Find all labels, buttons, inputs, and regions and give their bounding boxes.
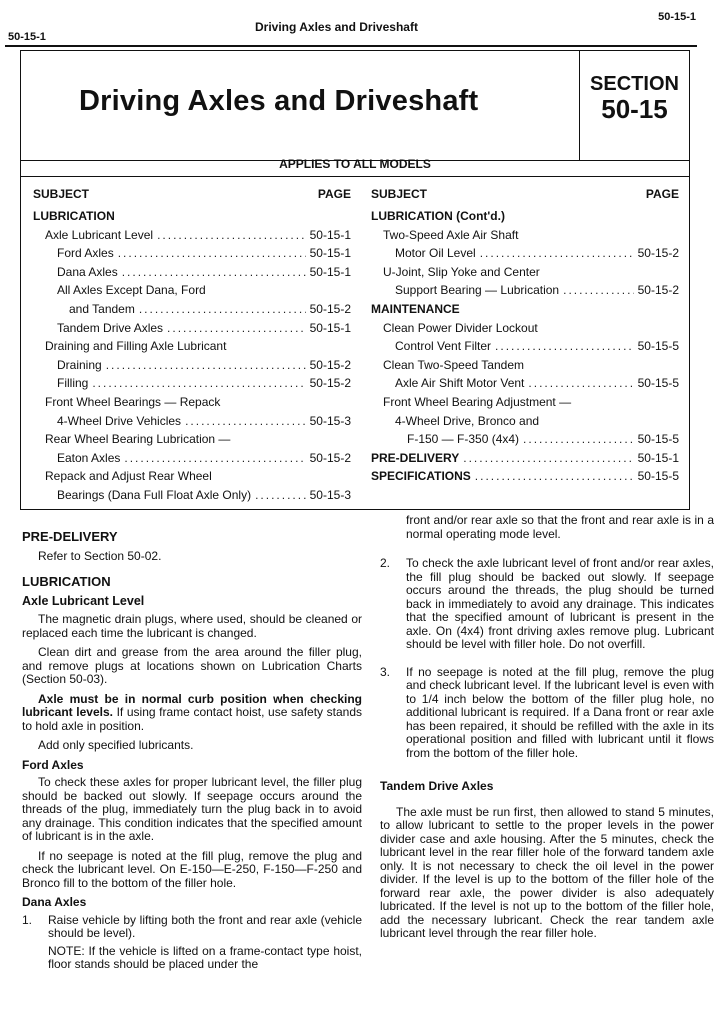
- toc-entry-subject: Tandem Drive Axles: [57, 320, 164, 335]
- ford-axles-heading: Ford Axles: [22, 757, 84, 772]
- dana-note-continued: front and/or rear axle so that the front and rear axle is in a normal operating mode level.: [406, 513, 714, 541]
- toc-entry: [371, 414, 679, 433]
- toc-entry: [33, 246, 351, 265]
- section-label: SECTION: [590, 73, 679, 95]
- toc-entry-page: 50-15-2: [309, 301, 351, 316]
- toc-entry-subject: U-Joint, Slip Yoke and Center: [383, 264, 540, 279]
- axle-level-p4: Add only specified lubricants.: [38, 738, 194, 752]
- toc-entry: [33, 469, 351, 488]
- dot-leader: [185, 414, 306, 428]
- toc-entry: [371, 395, 679, 414]
- subject-label: SUBJECT: [371, 187, 428, 201]
- toc-entry-subject: Eaton Axles: [57, 450, 121, 465]
- axle-level-heading: Axle Lubricant Level: [22, 593, 145, 608]
- axle-level-p3-rest: If using frame contact hoist, use safety stands to hold axle in position.: [22, 705, 362, 733]
- toc-entry-page: 50-15-5: [637, 432, 679, 447]
- toc-entry: [371, 228, 679, 247]
- toc-entry: [371, 283, 679, 302]
- toc-entry-subject: Axle Air Shift Motor Vent: [395, 376, 525, 391]
- toc-entry-subject: Clean Power Divider Lockout: [383, 320, 538, 335]
- toc-entry: [371, 358, 679, 377]
- toc-entry: [33, 283, 351, 302]
- tandem-axles-text: The axle must be run first, then allowed to stand 5 minutes, to allow lubricant to settle to the proper levels in the power divider case and axle housing. After the 5 minutes, check the lubricant level in the rear filler hole of the forward tandem axle only. It is not necessary to check the oil level in the power divider. If the level is up to the bottom of the filler hole of the forward rear axle, the power divider is also adequately lubricated. If the level is not up to the bottom of the filler hole, add the necessary lubricant. Check the rear tandem axle lubricant level through the rear filler hole.: [380, 804, 714, 940]
- dana-step-1: [22, 914, 362, 941]
- body-left-column: [22, 530, 362, 978]
- dot-leader: [118, 246, 306, 260]
- toc-entry-page: 50-15-1: [309, 227, 351, 242]
- toc-entry-subject: Ford Axles: [57, 246, 114, 261]
- toc-entry: [371, 321, 679, 340]
- toc-entry-subject: F-150 — F-350 (4x4): [407, 432, 520, 447]
- dot-leader: [563, 283, 634, 297]
- toc-entry: [371, 451, 679, 470]
- toc-entry: [33, 339, 351, 358]
- dot-leader: [495, 339, 634, 353]
- running-header-title: Driving Axles and Driveshaft: [255, 20, 418, 34]
- toc-entry: [33, 321, 351, 340]
- toc-entry: [33, 302, 351, 321]
- dot-leader: [463, 451, 633, 465]
- toc-entry-subject: and Tandem: [69, 301, 135, 316]
- toc-entry-page: 50-15-1: [309, 246, 351, 261]
- toc-entry-page: 50-15-2: [637, 283, 679, 298]
- toc-entry: [33, 488, 351, 507]
- dana-step-3: [380, 666, 714, 761]
- page-number-right: 50-15-1: [658, 11, 696, 23]
- lubrication-heading: LUBRICATION: [22, 574, 111, 589]
- toc-entry-subject: Bearings (Dana Full Float Axle Only): [57, 487, 252, 502]
- dana-step-2: [380, 557, 714, 652]
- toc-entry-subject: LUBRICATION: [33, 209, 115, 223]
- predelivery-heading: PRE-DELIVERY: [22, 529, 118, 544]
- dot-leader: [167, 321, 306, 335]
- toc-entry-subject: Filling: [57, 376, 89, 391]
- toc-entry-page: 50-15-1: [309, 320, 351, 335]
- toc-entry-subject: Front Wheel Bearings — Repack: [45, 394, 221, 409]
- step-number: 2.: [380, 556, 391, 570]
- toc-entry-subject: Front Wheel Bearing Adjustment —: [383, 394, 572, 409]
- toc-entry-page: 50-15-2: [309, 376, 351, 391]
- dot-leader: [139, 302, 306, 316]
- dot-leader: [92, 376, 305, 390]
- toc-entry-subject: LUBRICATION (Cont'd.): [371, 209, 505, 223]
- toc-entry: [33, 376, 351, 395]
- dot-leader: [124, 451, 305, 465]
- toc-entry-page: 50-15-2: [637, 246, 679, 261]
- toc-entry-page: 50-15-2: [309, 450, 351, 465]
- toc-entry: [371, 302, 679, 321]
- section-number-cell: [579, 51, 689, 161]
- toc-entry-subject: Rear Wheel Bearing Lubrication —: [45, 432, 231, 447]
- toc-entry: [371, 265, 679, 284]
- toc-entry-subject: MAINTENANCE: [371, 301, 460, 316]
- toc-entry: [33, 358, 351, 377]
- toc-entry: [33, 395, 351, 414]
- toc-right-header: [371, 187, 679, 201]
- toc-left-column: [33, 179, 351, 507]
- toc-entry: [371, 339, 679, 358]
- toc-entry: [371, 432, 679, 451]
- predelivery-text: Refer to Section 50-02.: [38, 548, 162, 563]
- toc-entry-subject: SPECIFICATIONS: [371, 469, 471, 484]
- dot-leader: [106, 358, 306, 372]
- toc-entry-subject: PRE-DELIVERY: [371, 450, 460, 465]
- toc-entry: [371, 376, 679, 395]
- toc-entry-subject: Repack and Adjust Rear Wheel: [45, 469, 212, 484]
- toc-entry-page: 50-15-2: [309, 357, 351, 372]
- toc-entry: [33, 451, 351, 470]
- toc-entry-page: 50-15-3: [309, 487, 351, 502]
- toc-entry-subject: Support Bearing — Lubrication: [395, 283, 560, 298]
- page-label: PAGE: [317, 187, 351, 201]
- dana-axles-heading: Dana Axles: [22, 895, 87, 909]
- toc-entry: [33, 414, 351, 433]
- tandem-axles-heading: Tandem Drive Axles: [380, 779, 494, 793]
- toc-entry-subject: 4-Wheel Drive, Bronco and: [395, 413, 540, 428]
- toc-entry-page: 50-15-5: [637, 469, 679, 484]
- toc-entry-subject: Draining and Filling Axle Lubricant: [45, 339, 227, 354]
- dana-note: NOTE: If the vehicle is lifted on a frame-contact type hoist, floor stands should be placed under the: [48, 943, 362, 971]
- toc-entry-subject: All Axles Except Dana, Ford: [57, 283, 206, 298]
- toc-divider: [21, 176, 689, 177]
- toc-entry-page: 50-15-5: [637, 376, 679, 391]
- toc-entry-subject: Motor Oil Level: [395, 246, 476, 261]
- toc-entry: [33, 265, 351, 284]
- toc-entry: [33, 209, 351, 228]
- dot-leader: [480, 246, 634, 260]
- dot-leader: [255, 488, 306, 502]
- axle-level-p3-bold: Axle must be in normal curb position when checking lubricant levels.: [22, 691, 362, 719]
- ford-axles-p2: If no seepage is noted at the fill plug, remove the plug and check the lubricant level. On E-150—E-250, F-150—F-250 and Bronco fill to the bottom of the filler hole.: [22, 848, 362, 890]
- toc-entry-page: 50-15-3: [309, 413, 351, 428]
- toc-entry-subject: Dana Axles: [57, 264, 118, 279]
- toc-entry-subject: Draining: [57, 357, 102, 372]
- toc-entry: [33, 432, 351, 451]
- ford-axles-p1: To check these axles for proper lubricant level, the filler plug should be backed out slowly. If seepage occurs around the threads of the plug, immediately turn the plug back in to avoid any drainage. This condition indicates that the specified amount of lubricant is in the axle.: [22, 775, 362, 843]
- toc-entry-page: 50-15-5: [637, 339, 679, 354]
- section-title: Driving Axles and Driveshaft: [79, 85, 479, 117]
- page-number-left: 50-15-1: [8, 31, 46, 43]
- toc-right-entries: [371, 209, 679, 488]
- toc-entry-page: 50-15-1: [637, 450, 679, 465]
- dot-leader: [122, 265, 306, 279]
- axle-level-p2: Clean dirt and grease from the area around the filler plug, and remove plugs at locations shown on Lubrication Charts (Section 50-03).: [22, 645, 362, 686]
- axle-level-p1: The magnetic drain plugs, where used, should be cleaned or replaced each time the lubricant is changed.: [22, 612, 362, 640]
- toc-entry-subject: Axle Lubricant Level: [45, 227, 154, 242]
- applies-to-models: APPLIES TO ALL MODELS: [279, 157, 431, 171]
- toc-entry: [371, 246, 679, 265]
- toc-entry-subject: 4-Wheel Drive Vehicles: [57, 413, 182, 428]
- dot-leader: [528, 376, 633, 390]
- step-text: Raise vehicle by lifting both the front and rear axle (vehicle should be level).: [48, 912, 362, 940]
- toc-left-header: [33, 187, 351, 201]
- subject-label: SUBJECT: [33, 187, 90, 201]
- step-text: If no seepage is noted at the fill plug, remove the plug and check lubricant level. If the lubricant level is even with to 1/4 inch below the bottom of the filler plug hole, no additional lubricant is required. If a Dana front or rear axle has been repaired, it should be refilled with the axle in its operational position and filled with lubricant until it flows from the bottom of the filler hole.: [406, 664, 714, 760]
- toc-left-entries: [33, 209, 351, 507]
- toc-entry-subject: Two-Speed Axle Air Shaft: [383, 227, 519, 242]
- toc-entry-subject: Clean Two-Speed Tandem: [383, 357, 524, 372]
- toc-entry: [371, 209, 679, 228]
- dot-leader: [475, 469, 634, 483]
- dot-leader: [523, 432, 634, 446]
- toc-entry-page: 50-15-1: [309, 264, 351, 279]
- axle-level-p3: [22, 693, 362, 734]
- section-contents-box: [20, 50, 690, 510]
- toc-entry-subject: Control Vent Filter: [395, 339, 492, 354]
- header-rule: [5, 45, 697, 47]
- page-label: PAGE: [645, 187, 679, 201]
- step-number: 3.: [380, 664, 391, 679]
- step-text: To check the axle lubricant level of front and/or rear axles, the fill plug should be backed out slowly. If seepage occurs around the threads, the plug should be turned back in immediately to avoid any drainage. This indicates that the specified amount of lubricant is present in the axle. On (4x4) front driving axles remove plug. Lubricant should be level with filler hole. Do not overfill.: [406, 556, 714, 651]
- toc-entry: [33, 228, 351, 247]
- step-number: 1.: [22, 912, 33, 927]
- dot-leader: [157, 228, 306, 242]
- body-right-column: [380, 514, 714, 947]
- section-number: 50-15: [601, 94, 668, 124]
- toc-entry: [371, 469, 679, 488]
- toc-right-column: [371, 179, 679, 488]
- title-row: [21, 51, 689, 161]
